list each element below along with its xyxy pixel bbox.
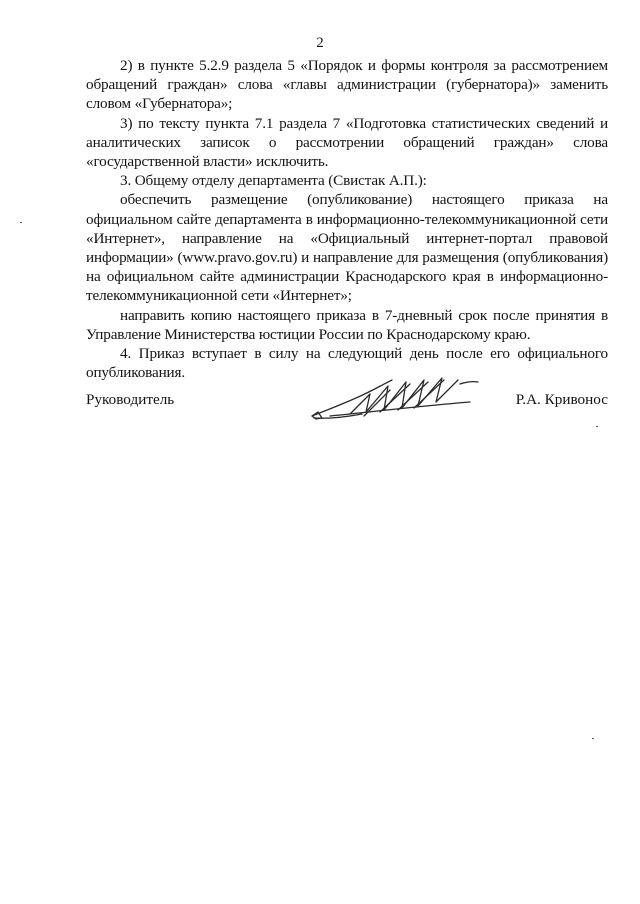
paragraph-publish: обеспечить размещение (опубликование) настоящего приказа на официальном сайте департамента в информационно-телекоммуникационной сети «Интернет», направление на «Официальный интернет-портал правовой информации» (www.pravo.gov.ru) и направление для размещения (опубликования) на официальном сайте администрации Краснодарского края в информационно-телекоммуникационной сети «Интернет»; [86,191,608,305]
document-body [86,56,608,382]
signature-block [86,372,608,442]
paragraph-point-3: 3. Общему отделу департамента (Свистак А.П.): [120,172,427,190]
paragraph-item-3: 3) по тексту пункта 7.1 раздела 7 «Подготовка статистических сведений и аналитических записок о рассмотрении обращений граждан» слова «государственной власти» исключить. [86,114,608,171]
scan-mark [20,222,22,223]
signatory-name: Р.А. Кривонос [515,391,608,408]
scan-mark [596,426,598,427]
handwritten-signature [310,372,490,430]
paragraph-item-2: 2) в пункте 5.2.9 раздела 5 «Порядок и формы контроля за рассмотрением обращений граждан» слова «главы администрации (губернатора)» заменить словом «Губернатора»; [86,57,608,113]
paragraph-point-4: 4. Приказ вступает в силу на следующий день после его официального опубликования. [86,345,608,382]
page-number: 2 [316,35,324,51]
scan-mark [592,738,594,739]
signatory-title: Руководитель [86,391,175,408]
paragraph-send-copy: направить копию настоящего приказа в 7-дневный срок после принятия в Управление Министерства юстиции России по Краснодарскому краю. [86,306,608,343]
